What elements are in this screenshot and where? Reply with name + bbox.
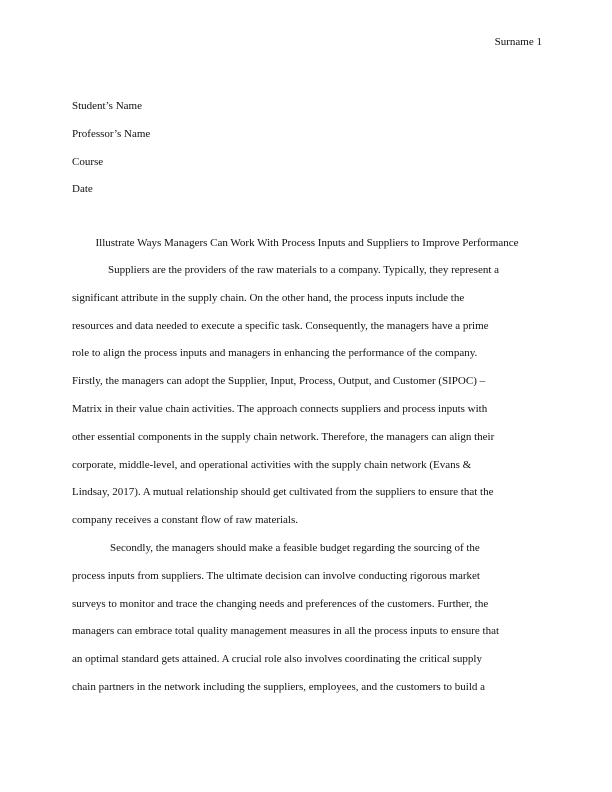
- body-line: Secondly, the managers should make a feasible budget regarding the sourcing of the: [110, 541, 480, 554]
- body-line: other essential components in the supply chain network. Therefore, the managers can align their: [72, 430, 495, 443]
- body-line: corporate, middle-level, and operational activities with the supply chain network (Evans &: [72, 458, 472, 471]
- body-line: role to align the process inputs and managers in enhancing the performance of the company.: [72, 347, 478, 360]
- body-text: [72, 264, 542, 709]
- body-line: chain partners in the network including the suppliers, employees, and the customers to build a: [72, 680, 486, 693]
- body-line: company receives a constant flow of raw materials.: [72, 514, 299, 527]
- running-head: Surname 1: [494, 36, 542, 48]
- body-line: significant attribute in the supply chain. On the other hand, the process inputs include the: [72, 291, 465, 304]
- heading-block: [72, 100, 542, 211]
- professor-name: Professor’s Name: [72, 127, 151, 140]
- body-line: Firstly, the managers can adopt the Supplier, Input, Process, Output, and Customer (SIPOC) –: [72, 375, 486, 388]
- body-line: managers can embrace total quality management measures in all the process inputs to ensure that: [72, 625, 500, 638]
- body-line: Suppliers are the providers of the raw materials to a company. Typically, they represent a: [108, 264, 500, 276]
- body-line: Matrix in their value chain activities. The approach connects suppliers and process inputs with: [72, 402, 488, 415]
- body-line: resources and data needed to execute a specific task. Consequently, the managers have a prime: [72, 319, 489, 332]
- body-line: process inputs from suppliers. The ultimate decision can involve conducting rigorous market: [72, 569, 480, 582]
- date: Date: [72, 183, 93, 196]
- body-line: surveys to monitor and trace the changing needs and preferences of the customers. Further, the: [72, 597, 489, 610]
- body-line: an optimal standard gets attained. A crucial role also involves coordinating the critical supply: [72, 653, 482, 666]
- body-line: Lindsay, 2017). A mutual relationship should get cultivated from the suppliers to ensure that the: [72, 486, 494, 499]
- paper-title: Illustrate Ways Managers Can Work With Process Inputs and Suppliers to Improve Performance: [95, 237, 519, 249]
- student-name: Student’s Name: [72, 100, 142, 112]
- course: Course: [72, 155, 104, 168]
